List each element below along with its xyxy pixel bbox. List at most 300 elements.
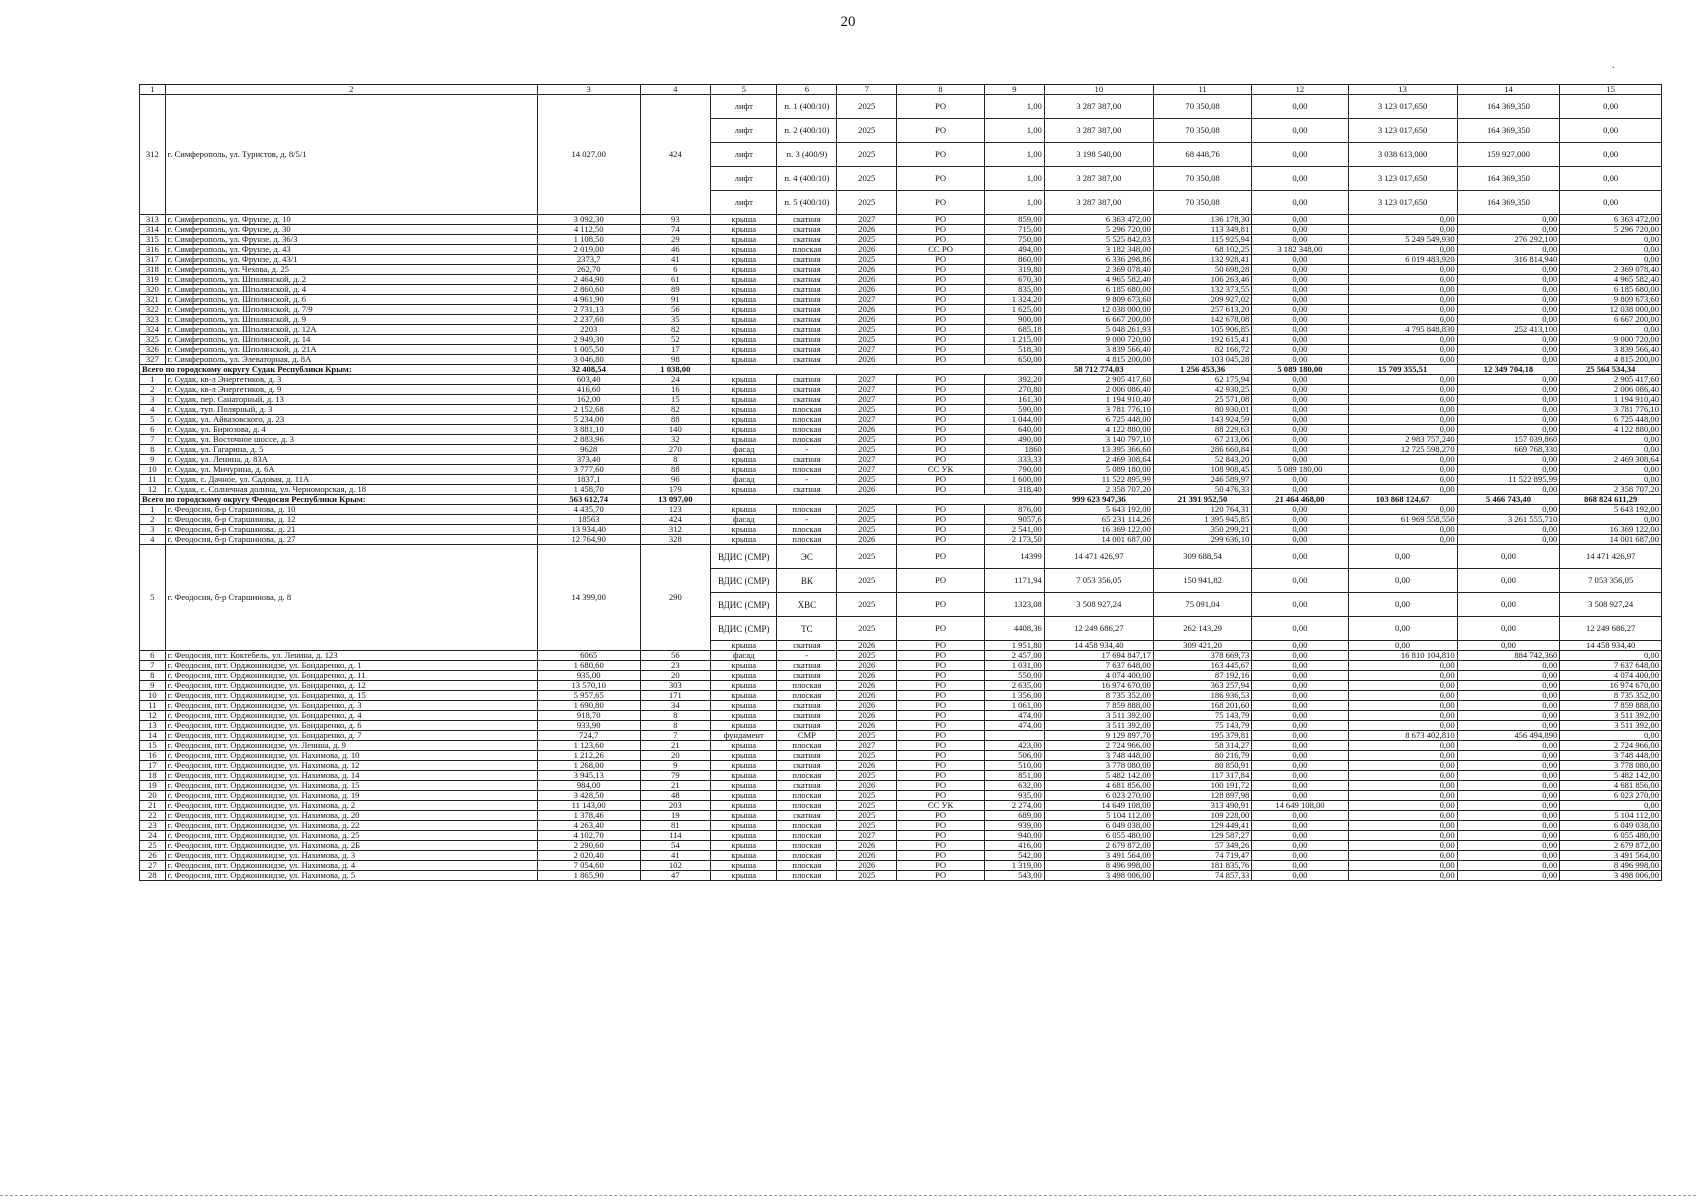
area: 1 458,70 bbox=[537, 485, 640, 495]
cost-col-13: 0,00 bbox=[1348, 841, 1457, 851]
work-type: крыша bbox=[711, 235, 777, 245]
year: 2025 bbox=[837, 525, 897, 535]
residents: 54 bbox=[640, 841, 711, 851]
capital-repair-table-wrapper bbox=[139, 84, 1662, 881]
operator: РО bbox=[897, 143, 985, 167]
work-subtype: скатная bbox=[777, 315, 837, 325]
work-type: крыша bbox=[711, 455, 777, 465]
work-type: крыша bbox=[711, 781, 777, 791]
year: 2026 bbox=[837, 681, 897, 691]
year: 2026 bbox=[837, 711, 897, 721]
work-type: крыша bbox=[711, 355, 777, 365]
table-row bbox=[140, 375, 1662, 385]
year: 2026 bbox=[837, 671, 897, 681]
total-col-14: 5 466 743,40 bbox=[1457, 495, 1560, 505]
row-number: 11 bbox=[140, 475, 166, 485]
residents: 179 bbox=[640, 485, 711, 495]
work-subtype: скатная bbox=[777, 305, 837, 315]
work-type: фасад bbox=[711, 475, 777, 485]
quantity: 392,20 bbox=[984, 375, 1044, 385]
row-number: 319 bbox=[140, 275, 166, 285]
table-row bbox=[140, 505, 1662, 515]
total-cost: 5 089 180,00 bbox=[1044, 465, 1153, 475]
quantity: 319,80 bbox=[984, 265, 1044, 275]
row-number: 10 bbox=[140, 465, 166, 475]
total-cost: 4 681 856,00 bbox=[1044, 781, 1153, 791]
work-type: крыша bbox=[711, 831, 777, 841]
row-number: 8 bbox=[140, 445, 166, 455]
work-type: крыша bbox=[711, 751, 777, 761]
cost-col-11: 350 299,21 bbox=[1153, 525, 1251, 535]
district-total-row bbox=[140, 365, 1662, 375]
cost-col-11: 57 349,26 bbox=[1153, 841, 1251, 851]
quantity: 1 031,00 bbox=[984, 661, 1044, 671]
total-cost: 4 815 200,00 bbox=[1044, 355, 1153, 365]
total-cost: 2 358 707,20 bbox=[1044, 485, 1153, 495]
work-subtype: скатная bbox=[777, 215, 837, 225]
cost-col-14: 0,00 bbox=[1457, 617, 1560, 641]
operator: РО bbox=[897, 355, 985, 365]
area: 4 112,50 bbox=[537, 225, 640, 235]
cost-col-11: 195 379,81 bbox=[1153, 731, 1251, 741]
total-cost: 8 496 998,00 bbox=[1044, 861, 1153, 871]
cost-col-14: 0,00 bbox=[1457, 415, 1560, 425]
residents: 61 bbox=[640, 275, 711, 285]
work-subtype: скатная bbox=[777, 385, 837, 395]
residents: 89 bbox=[640, 285, 711, 295]
table-row bbox=[140, 651, 1662, 661]
cost-col-14: 0,00 bbox=[1457, 265, 1560, 275]
residents: 114 bbox=[640, 831, 711, 841]
work-subtype: плоская bbox=[777, 821, 837, 831]
cost-col-13: 2 983 757,240 bbox=[1348, 435, 1457, 445]
cost-col-11: 128 897,98 bbox=[1153, 791, 1251, 801]
area: 14 399,00 bbox=[537, 545, 640, 651]
cost-col-14: 164 369,350 bbox=[1457, 167, 1560, 191]
cost-col-13: 0,00 bbox=[1348, 295, 1457, 305]
residents: 52 bbox=[640, 335, 711, 345]
area: 984,00 bbox=[537, 781, 640, 791]
table-row bbox=[140, 671, 1662, 681]
cost-col-11: 1 395 945,85 bbox=[1153, 515, 1251, 525]
operator: РО bbox=[897, 315, 985, 325]
work-type: фундамент bbox=[711, 731, 777, 741]
row-number: 5 bbox=[140, 545, 166, 651]
year: 2027 bbox=[837, 465, 897, 475]
area: 2 949,30 bbox=[537, 335, 640, 345]
residents: 8 bbox=[640, 721, 711, 731]
cost-col-11: 109 228,00 bbox=[1153, 811, 1251, 821]
cost-col-11: 286 660,84 bbox=[1153, 445, 1251, 455]
cost-col-14: 252 413,100 bbox=[1457, 325, 1560, 335]
residents: 32 bbox=[640, 435, 711, 445]
area: 1 212,26 bbox=[537, 751, 640, 761]
cost-col-15: 5 296 720,00 bbox=[1560, 225, 1662, 235]
total-cost: 3 748 448,00 bbox=[1044, 751, 1153, 761]
cost-col-15: 0,00 bbox=[1560, 255, 1662, 265]
cost-col-13: 0,00 bbox=[1348, 751, 1457, 761]
cost-col-11: 136 178,30 bbox=[1153, 215, 1251, 225]
total-col-13: 15 709 355,51 bbox=[1348, 365, 1457, 375]
work-type: ВДИС (СМР) bbox=[711, 617, 777, 641]
operator: РО bbox=[897, 335, 985, 345]
operator: РО bbox=[897, 569, 985, 593]
cost-col-14: 0,00 bbox=[1457, 569, 1560, 593]
cost-col-13: 0,00 bbox=[1348, 475, 1457, 485]
quantity: 876,00 bbox=[984, 505, 1044, 515]
quantity: 161,30 bbox=[984, 395, 1044, 405]
cost-col-11: 68 448,76 bbox=[1153, 143, 1251, 167]
operator: РО bbox=[897, 771, 985, 781]
table-row bbox=[140, 325, 1662, 335]
year: 2026 bbox=[837, 355, 897, 365]
residents: 29 bbox=[640, 235, 711, 245]
work-subtype: скатная bbox=[777, 325, 837, 335]
cost-col-13: 0,00 bbox=[1348, 569, 1457, 593]
address: г. Симферополь, ул. Шполянской, д. 7/9 bbox=[165, 305, 537, 315]
total-cost: 7 053 356,05 bbox=[1044, 569, 1153, 593]
cost-col-13: 0,00 bbox=[1348, 711, 1457, 721]
area: 3 881,10 bbox=[537, 425, 640, 435]
cost-col-11: 132 928,41 bbox=[1153, 255, 1251, 265]
cost-col-11: 105 906,85 bbox=[1153, 325, 1251, 335]
cost-col-11: 62 175,94 bbox=[1153, 375, 1251, 385]
year: 2027 bbox=[837, 215, 897, 225]
cost-col-15: 6 023 270,00 bbox=[1560, 791, 1662, 801]
work-subtype: ТС bbox=[777, 617, 837, 641]
residents: 41 bbox=[640, 255, 711, 265]
district-total-label: Всего по городскому округу Судак Республики Крым: bbox=[140, 365, 538, 375]
column-number-2: 2 bbox=[165, 85, 537, 95]
year: 2026 bbox=[837, 535, 897, 545]
year: 2025 bbox=[837, 593, 897, 617]
cost-col-13: 0,00 bbox=[1348, 505, 1457, 515]
row-number: 7 bbox=[140, 661, 166, 671]
cost-col-14: 0,00 bbox=[1457, 841, 1560, 851]
residents: 88 bbox=[640, 465, 711, 475]
row-number: 10 bbox=[140, 691, 166, 701]
cost-col-15: 6 667 200,00 bbox=[1560, 315, 1662, 325]
cost-col-15: 2 358 707,20 bbox=[1560, 485, 1662, 495]
total-residents: 13 097,00 bbox=[640, 495, 711, 505]
address: г. Феодосия, б-р Старшинова, д. 27 bbox=[165, 535, 537, 545]
year: 2025 bbox=[837, 445, 897, 455]
total-cost: 12 038 000,00 bbox=[1044, 305, 1153, 315]
work-subtype: скатная bbox=[777, 225, 837, 235]
work-subtype: плоская bbox=[777, 841, 837, 851]
cost-col-12: 0,00 bbox=[1252, 435, 1348, 445]
address: г. Симферополь, ул. Шполянской, д. 6 bbox=[165, 295, 537, 305]
operator: РО bbox=[897, 701, 985, 711]
cost-col-13: 0,00 bbox=[1348, 345, 1457, 355]
residents: 424 bbox=[640, 95, 711, 215]
year: 2025 bbox=[837, 731, 897, 741]
total-cost: 6 725 448,00 bbox=[1044, 415, 1153, 425]
work-subtype: скатная bbox=[777, 375, 837, 385]
quantity: 1 600,00 bbox=[984, 475, 1044, 485]
table-row bbox=[140, 215, 1662, 225]
cost-col-14: 0,00 bbox=[1457, 691, 1560, 701]
cost-col-13: 0,00 bbox=[1348, 617, 1457, 641]
table-row bbox=[140, 851, 1662, 861]
operator: РО bbox=[897, 225, 985, 235]
table-row bbox=[140, 385, 1662, 395]
cost-col-15: 3 839 566,40 bbox=[1560, 345, 1662, 355]
work-type: крыша bbox=[711, 871, 777, 881]
row-number: 6 bbox=[140, 651, 166, 661]
quantity: 1,00 bbox=[984, 167, 1044, 191]
cost-col-15: 7 637 648,00 bbox=[1560, 661, 1662, 671]
work-type: крыша bbox=[711, 305, 777, 315]
total-cost: 17 694 847,17 bbox=[1044, 651, 1153, 661]
residents: 34 bbox=[640, 701, 711, 711]
cost-col-12: 0,00 bbox=[1252, 505, 1348, 515]
total-cost: 14 471 426,97 bbox=[1044, 545, 1153, 569]
total-col-12: 5 089 180,00 bbox=[1252, 365, 1348, 375]
cost-col-11: 143 924,59 bbox=[1153, 415, 1251, 425]
residents: 20 bbox=[640, 671, 711, 681]
residents: 35 bbox=[640, 315, 711, 325]
work-type: крыша bbox=[711, 435, 777, 445]
column-number-10: 10 bbox=[1044, 85, 1153, 95]
work-subtype: ЭС bbox=[777, 545, 837, 569]
cost-col-13: 0,00 bbox=[1348, 761, 1457, 771]
year: 2027 bbox=[837, 295, 897, 305]
area: 1 690,80 bbox=[537, 701, 640, 711]
year: 2025 bbox=[837, 325, 897, 335]
table-row bbox=[140, 721, 1662, 731]
work-subtype: плоская bbox=[777, 851, 837, 861]
total-cost: 5 104 112,00 bbox=[1044, 811, 1153, 821]
cost-col-15: 0,00 bbox=[1560, 475, 1662, 485]
quantity: 4408,36 bbox=[984, 617, 1044, 641]
column-number-6: 6 bbox=[777, 85, 837, 95]
area: 18563 bbox=[537, 515, 640, 525]
cost-col-12: 0,00 bbox=[1252, 711, 1348, 721]
work-subtype: скатная bbox=[777, 275, 837, 285]
residents: 6 bbox=[640, 265, 711, 275]
table-row bbox=[140, 535, 1662, 545]
work-subtype: ХВС bbox=[777, 593, 837, 617]
quantity: 1 951,80 bbox=[984, 641, 1044, 651]
page-number: 20 bbox=[840, 14, 856, 30]
row-number: 315 bbox=[140, 235, 166, 245]
area: 5 234,00 bbox=[537, 415, 640, 425]
work-subtype: скатная bbox=[777, 711, 837, 721]
cost-col-13: 12 725 598,270 bbox=[1348, 445, 1457, 455]
area: 933,90 bbox=[537, 721, 640, 731]
table-row bbox=[140, 515, 1662, 525]
cost-col-12: 0,00 bbox=[1252, 385, 1348, 395]
total-cost: 3 287 387,00 bbox=[1044, 95, 1153, 119]
operator: РО bbox=[897, 455, 985, 465]
cost-col-11: 58 314,27 bbox=[1153, 741, 1251, 751]
work-type: крыша bbox=[711, 641, 777, 651]
area: 4 263,40 bbox=[537, 821, 640, 831]
row-number: 327 bbox=[140, 355, 166, 365]
total-cost: 14 458 934,40 bbox=[1044, 641, 1153, 651]
operator: РО bbox=[897, 235, 985, 245]
total-cost: 3 498 006,00 bbox=[1044, 871, 1153, 881]
address: г. Феодосия, пгт. Орджоникидзе, ул. Нахимова, д. 2 bbox=[165, 801, 537, 811]
address: г. Симферополь, ул. Туристов, д. 8/5/1 bbox=[165, 95, 537, 215]
address: г. Судак, ул. Восточное шоссе, д. 3 bbox=[165, 435, 537, 445]
operator: РО bbox=[897, 651, 985, 661]
operator: РО bbox=[897, 405, 985, 415]
cost-col-14: 0,00 bbox=[1457, 681, 1560, 691]
total-blank bbox=[711, 365, 1045, 375]
cost-col-13: 0,00 bbox=[1348, 395, 1457, 405]
column-number-header bbox=[140, 85, 1662, 95]
area: 2 731,13 bbox=[537, 305, 640, 315]
address: г. Феодосия, б-р Старшинова, д. 21 bbox=[165, 525, 537, 535]
cost-col-12: 0,00 bbox=[1252, 701, 1348, 711]
cost-col-14: 276 292,100 bbox=[1457, 235, 1560, 245]
quantity: 2 457,00 bbox=[984, 651, 1044, 661]
operator: РО bbox=[897, 831, 985, 841]
cost-col-15: 14 001 687,00 bbox=[1560, 535, 1662, 545]
address: г. Судак, пер. Санаторный, д. 13 bbox=[165, 395, 537, 405]
work-type: крыша bbox=[711, 485, 777, 495]
cost-col-11: 52 843,20 bbox=[1153, 455, 1251, 465]
cost-col-11: 113 349,81 bbox=[1153, 225, 1251, 235]
cost-col-14: 0,00 bbox=[1457, 781, 1560, 791]
cost-col-12: 0,00 bbox=[1252, 791, 1348, 801]
cost-col-14: 0,00 bbox=[1457, 721, 1560, 731]
row-number: 22 bbox=[140, 811, 166, 821]
cost-col-15: 0,00 bbox=[1560, 651, 1662, 661]
residents: 312 bbox=[640, 525, 711, 535]
column-number-14: 14 bbox=[1457, 85, 1560, 95]
cost-col-15: 0,00 bbox=[1560, 731, 1662, 741]
cost-col-12: 0,00 bbox=[1252, 375, 1348, 385]
cost-col-14: 669 768,330 bbox=[1457, 445, 1560, 455]
cost-col-12: 0,00 bbox=[1252, 751, 1348, 761]
quantity: 900,00 bbox=[984, 315, 1044, 325]
cost-col-12: 0,00 bbox=[1252, 781, 1348, 791]
area: 4 102,70 bbox=[537, 831, 640, 841]
quantity: 333,33 bbox=[984, 455, 1044, 465]
area: 12 764,90 bbox=[537, 535, 640, 545]
work-type: лифт bbox=[711, 143, 777, 167]
cost-col-14: 0,00 bbox=[1457, 275, 1560, 285]
area: 1 005,50 bbox=[537, 345, 640, 355]
cost-col-12: 0,00 bbox=[1252, 831, 1348, 841]
area: 1 108,50 bbox=[537, 235, 640, 245]
address: г. Судак, с. Дачное, ул. Садовая, д. 11А bbox=[165, 475, 537, 485]
total-col-11: 1 256 453,36 bbox=[1153, 365, 1251, 375]
area: 9628 bbox=[537, 445, 640, 455]
total-cost: 3 140 797,10 bbox=[1044, 435, 1153, 445]
year: 2025 bbox=[837, 821, 897, 831]
address: г. Феодосия, пгт. Орджоникидзе, ул. Нахимова, д. 5 bbox=[165, 871, 537, 881]
operator: РО bbox=[897, 275, 985, 285]
year: 2026 bbox=[837, 305, 897, 315]
cost-col-11: 181 835,76 bbox=[1153, 861, 1251, 871]
table-row bbox=[140, 801, 1662, 811]
operator: РО bbox=[897, 721, 985, 731]
quantity: 1,00 bbox=[984, 191, 1044, 215]
address: г. Феодосия, пгт. Коктебель, ул. Ленина, д. 123 bbox=[165, 651, 537, 661]
work-type: ВДИС (СМР) bbox=[711, 593, 777, 617]
cost-col-14: 0,00 bbox=[1457, 285, 1560, 295]
address: г. Симферополь, ул. Фрунзе, д. 43/1 bbox=[165, 255, 537, 265]
cost-col-11: 82 166,72 bbox=[1153, 345, 1251, 355]
total-cost: 3 491 564,00 bbox=[1044, 851, 1153, 861]
cost-col-13: 0,00 bbox=[1348, 691, 1457, 701]
operator: РО bbox=[897, 119, 985, 143]
address: г. Феодосия, б-р Старшинова, д. 8 bbox=[165, 545, 537, 651]
work-subtype: плоская bbox=[777, 425, 837, 435]
area: 3 092,30 bbox=[537, 215, 640, 225]
work-type: крыша bbox=[711, 711, 777, 721]
cost-col-12: 0,00 bbox=[1252, 455, 1348, 465]
table-row bbox=[140, 435, 1662, 445]
cost-col-12: 14 649 108,00 bbox=[1252, 801, 1348, 811]
year: 2025 bbox=[837, 811, 897, 821]
cost-col-15: 16 369 122,00 bbox=[1560, 525, 1662, 535]
address: г. Феодосия, пгт. Орджоникидзе, ул. Бондаренко, д. 1 bbox=[165, 661, 537, 671]
cost-col-15: 2 905 417,60 bbox=[1560, 375, 1662, 385]
address: г. Феодосия, пгт. Орджоникидзе, ул. Бондаренко, д. 4 bbox=[165, 711, 537, 721]
quantity: 2 173,50 bbox=[984, 535, 1044, 545]
area: 1 680,60 bbox=[537, 661, 640, 671]
residents: 328 bbox=[640, 535, 711, 545]
table-row bbox=[140, 475, 1662, 485]
total-cost: 8 735 352,00 bbox=[1044, 691, 1153, 701]
total-cost: 4 122 880,00 bbox=[1044, 425, 1153, 435]
year: 2026 bbox=[837, 425, 897, 435]
cost-col-14: 0,00 bbox=[1457, 465, 1560, 475]
cost-col-12: 0,00 bbox=[1252, 95, 1348, 119]
residents: 270 bbox=[640, 445, 711, 455]
total-cost: 3 511 392,00 bbox=[1044, 711, 1153, 721]
work-type: крыша bbox=[711, 215, 777, 225]
cost-col-13: 0,00 bbox=[1348, 385, 1457, 395]
cost-col-11: 106 263,46 bbox=[1153, 275, 1251, 285]
work-type: крыша bbox=[711, 821, 777, 831]
cost-col-15: 6 055 480,00 bbox=[1560, 831, 1662, 841]
cost-col-15: 4 074 400,00 bbox=[1560, 671, 1662, 681]
area: 7 054,60 bbox=[537, 861, 640, 871]
cost-col-15: 3 498 006,00 bbox=[1560, 871, 1662, 881]
column-number-1: 1 bbox=[140, 85, 166, 95]
cost-col-15: 9 809 673,60 bbox=[1560, 295, 1662, 305]
total-col-12: 21 464 468,00 bbox=[1252, 495, 1348, 505]
operator: РО bbox=[897, 781, 985, 791]
table-row bbox=[140, 255, 1662, 265]
area: 3 046,80 bbox=[537, 355, 640, 365]
cost-col-12: 0,00 bbox=[1252, 861, 1348, 871]
work-type: фасад bbox=[711, 445, 777, 455]
address: г. Феодосия, пгт. Орджоникидзе, ул. Ленина, д. 9 bbox=[165, 741, 537, 751]
cost-col-12: 0,00 bbox=[1252, 641, 1348, 651]
residents: 203 bbox=[640, 801, 711, 811]
table-row bbox=[140, 455, 1662, 465]
work-type: крыша bbox=[711, 285, 777, 295]
area: 2 883,96 bbox=[537, 435, 640, 445]
address: г. Феодосия, б-р Старшинова, д. 12 bbox=[165, 515, 537, 525]
cost-col-15: 0,00 bbox=[1560, 95, 1662, 119]
cost-col-13: 0,00 bbox=[1348, 741, 1457, 751]
cost-col-12: 0,00 bbox=[1252, 485, 1348, 495]
row-number: 3 bbox=[140, 525, 166, 535]
residents: 74 bbox=[640, 225, 711, 235]
work-type: крыша bbox=[711, 345, 777, 355]
table-row bbox=[140, 425, 1662, 435]
cost-col-15: 0,00 bbox=[1560, 167, 1662, 191]
total-blank bbox=[711, 495, 1045, 505]
